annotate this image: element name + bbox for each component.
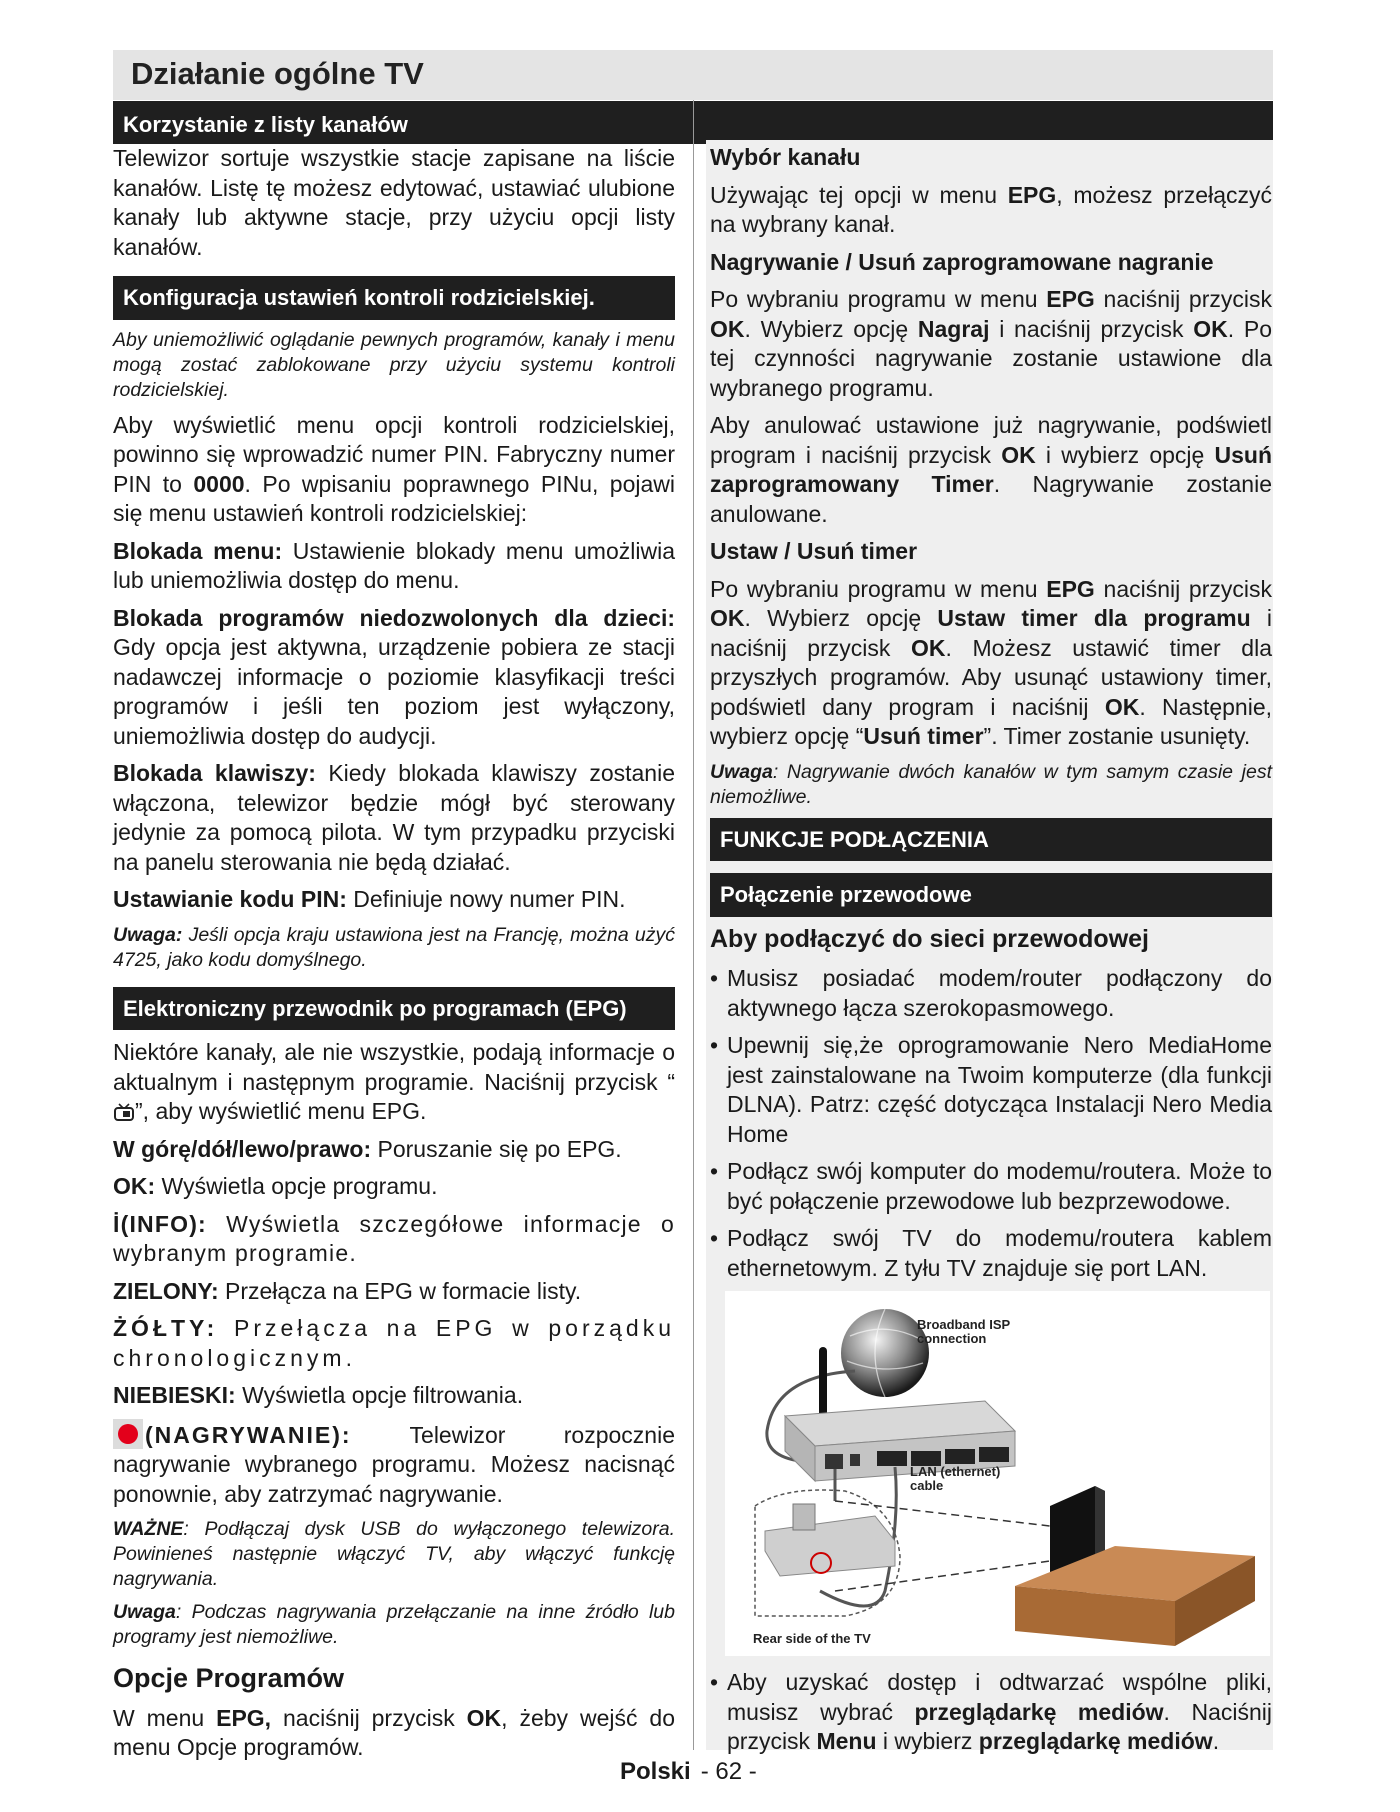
wired-heading: Aby podłączyć do sieci przewodowej	[710, 924, 1149, 953]
record-heading: Nagrywanie / Usuń zaprogramowane nagranie	[710, 248, 1214, 275]
list-item: • Upewnij się,że oprogramowanie Nero MediaHome jest zainstalowane na Twoim komputerze (dla funkcji DLNA). Patrz: część dotycząca Instalacji Nero Media Home	[710, 1031, 1272, 1149]
page-title: Działanie ogólne TV	[131, 56, 424, 91]
section-head-wired: Połączenie przewodowe	[710, 873, 1272, 917]
timer-note: Uwaga: Nagrywanie dwóch kanałów w tym samym czasie jest niemożliwe.	[710, 760, 1272, 808]
section-head-parental: Konfiguracja ustawień kontroli rodzicielskiej.	[113, 276, 675, 320]
record-p1: Po wybraniu programu w menu EPG naciśnij przycisk OK. Wybierz opcję Nagraj i naciśnij przycisk OK. Po tej czynności nagrywanie zostanie ustawione dla wybranego programu.	[710, 286, 1273, 401]
epg-nav: W górę/dół/lewo/prawo: Poruszanie się po EPG.	[113, 1135, 622, 1162]
right-column	[710, 145, 1272, 1765]
record-icon	[113, 1419, 143, 1449]
record-p2: Aby anulować ustawione już nagrywanie, podświetl program i naciśnij przycisk OK i wybierz opcję Usuń zaprogramowany Timer. Nagrywanie zostanie anulowane.	[710, 412, 1272, 527]
timer-text: Po wybraniu programu w menu EPG naciśnij przycisk OK. Wybierz opcję Ustaw timer dla programu i naciśnij przycisk OK. Możesz ustawić timer dla przyszłych programów. Aby usunąć ustawiony timer, podświetl dany program i naciśnij OK. Następnie, wybierz opcję “Usuń timer”. Timer zostanie usunięty.	[710, 575, 1273, 749]
media-steps	[710, 1668, 1272, 1757]
network-diagram	[725, 1291, 1270, 1656]
epg-yellow: ŻÓŁTY: Przełącza na EPG w porządku chronologicznym.	[113, 1315, 675, 1371]
column-divider	[693, 100, 694, 1750]
title-bar	[113, 50, 1273, 100]
footer-language: Polski	[620, 1758, 691, 1785]
section-head-channel-list: Korzystanie z listy kanałów	[113, 101, 1273, 144]
program-options-heading: Opcje Programów	[113, 1663, 345, 1693]
globe-icon	[841, 1309, 929, 1397]
maturity-lock: Blokada programów niedozwolonych dla dzieci: Gdy opcja jest aktywna, urządzenie pobiera ze stacji nadawczej informacje o poziomie klasyfikacji treści programów i jeśli ten poziom jest wyłączony, uniemożliwia dostęp do audycji.	[113, 604, 675, 749]
isp-label-1: Broadband ISP	[917, 1317, 1011, 1332]
page-number: - 62 -	[700, 1758, 757, 1785]
tv-rear-icon	[755, 1490, 900, 1616]
program-options-text: W menu EPG, naciśnij przycisk OK, żeby wejść do menu Opcje programów.	[113, 1704, 675, 1760]
epg-green: ZIELONY: Przełącza na EPG w formacie listy.	[113, 1277, 582, 1304]
epg-guide-icon	[113, 1100, 135, 1118]
list-item: • Aby uzyskać dostęp i odtwarzać wspólne pliki, musisz wybrać przeglądarkę mediów. Naciśnij przycisk Menu i wybierz przeglądarkę mediów.	[710, 1668, 1272, 1757]
rear-side-label: Rear side of the TV	[753, 1631, 871, 1646]
select-channel-text: Używając tej opcji w menu EPG, możesz przełączyć na wybrany kanał.	[710, 181, 1272, 237]
parental-note: Aby uniemożliwić oglądanie pewnych programów, kanały i menu mogą zostać zablokowane przy użyciu systemu kontroli rodzicielskiej.	[113, 328, 675, 401]
section-head-epg: Elektroniczny przewodnik po programach (EPG)	[113, 987, 675, 1031]
network-diagram-svg	[725, 1291, 1270, 1656]
timer-heading: Ustaw / Usuń timer	[710, 538, 918, 564]
epg-blue: NIEBIESKI: Wyświetla opcje filtrowania.	[113, 1382, 524, 1408]
list-item: • Podłącz swój komputer do modemu/routera. Może to być połączenie przewodowe lub bezprzewodowe.	[710, 1157, 1272, 1216]
epg-ok: OK: Wyświetla opcje programu.	[113, 1173, 438, 1199]
select-channel-heading: Wybór kanału	[710, 144, 861, 170]
epg-record: (NAGRYWANIE): Telewizor rozpocznie nagrywanie wybranego programu. Możesz nacisnąć ponownie, aby zatrzymać nagrywanie.	[113, 1419, 675, 1510]
epg-important: WAŻNE: Podłączaj dysk USB do wyłączonego telewizora. Powinieneś następnie włączyć TV, aby włączyć funkcję nagrywania.	[113, 1518, 675, 1590]
key-lock: Blokada klawiszy: Kiedy blokada klawiszy zostanie włączona, telewizor będzie mógł być sterowany jedynie za pomocą pilota. W tym przypadku przyciski na panelu sterowania nie będą działać.	[113, 760, 676, 875]
epg-info: İ(INFO): Wyświetla szczegółowe informacje o wybranym programie.	[113, 1210, 675, 1266]
section-head-connection: FUNKCJE PODŁĄCZENIA	[710, 818, 1272, 862]
channel-list-text: Telewizor sortuje wszystkie stacje zapisane na liście kanałów. Listę tę możesz edytować, ustawiać ulubione kanały lub aktywne stacje, przy użyciu opcji listy kanałów.	[113, 145, 675, 260]
epg-intro: Niektóre kanały, ale nie wszystkie, podają informacje o aktualnym i następnym programie. Naciśnij przycisk “”, aby wyświetlić menu EPG.	[113, 1039, 675, 1124]
lan-label-1: LAN (ethernet)	[910, 1464, 1001, 1479]
left-column	[113, 145, 675, 1771]
parental-intro: Aby wyświetlić menu opcji kontroli rodzicielskiej, powinno się wprowadzić numer PIN. Fabryczny numer PIN to 0000. Po wpisaniu poprawnego PINu, pojawi się menu ustawień kontroli rodzicielskiej:	[113, 411, 675, 526]
menu-lock: Blokada menu: Ustawienie blokady menu umożliwia lub uniemożliwia dostęp do menu.	[113, 537, 675, 593]
list-item: • Podłącz swój TV do modemu/routera kablem ethernetowym. Z tyłu TV znajduje się port LAN.	[710, 1224, 1272, 1283]
epg-note: Uwaga: Podczas nagrywania przełączanie na inne źródło lub programy jest niemożliwe.	[113, 1601, 675, 1648]
set-pin: Ustawianie kodu PIN: Definiuje nowy numer PIN.	[113, 886, 626, 912]
page-footer	[620, 1758, 757, 1786]
connection-steps	[710, 964, 1272, 1283]
lan-label-2: cable	[910, 1478, 944, 1493]
list-item: • Musisz posiadać modem/router podłączony do aktywnego łącza szerokopasmowego.	[710, 964, 1272, 1023]
parental-note-2: Uwaga: Jeśli opcja kraju ustawiona jest na Francję, można użyć 4725, jako kodu domyślnego.	[113, 923, 675, 971]
isp-label-2: connection	[917, 1331, 987, 1346]
